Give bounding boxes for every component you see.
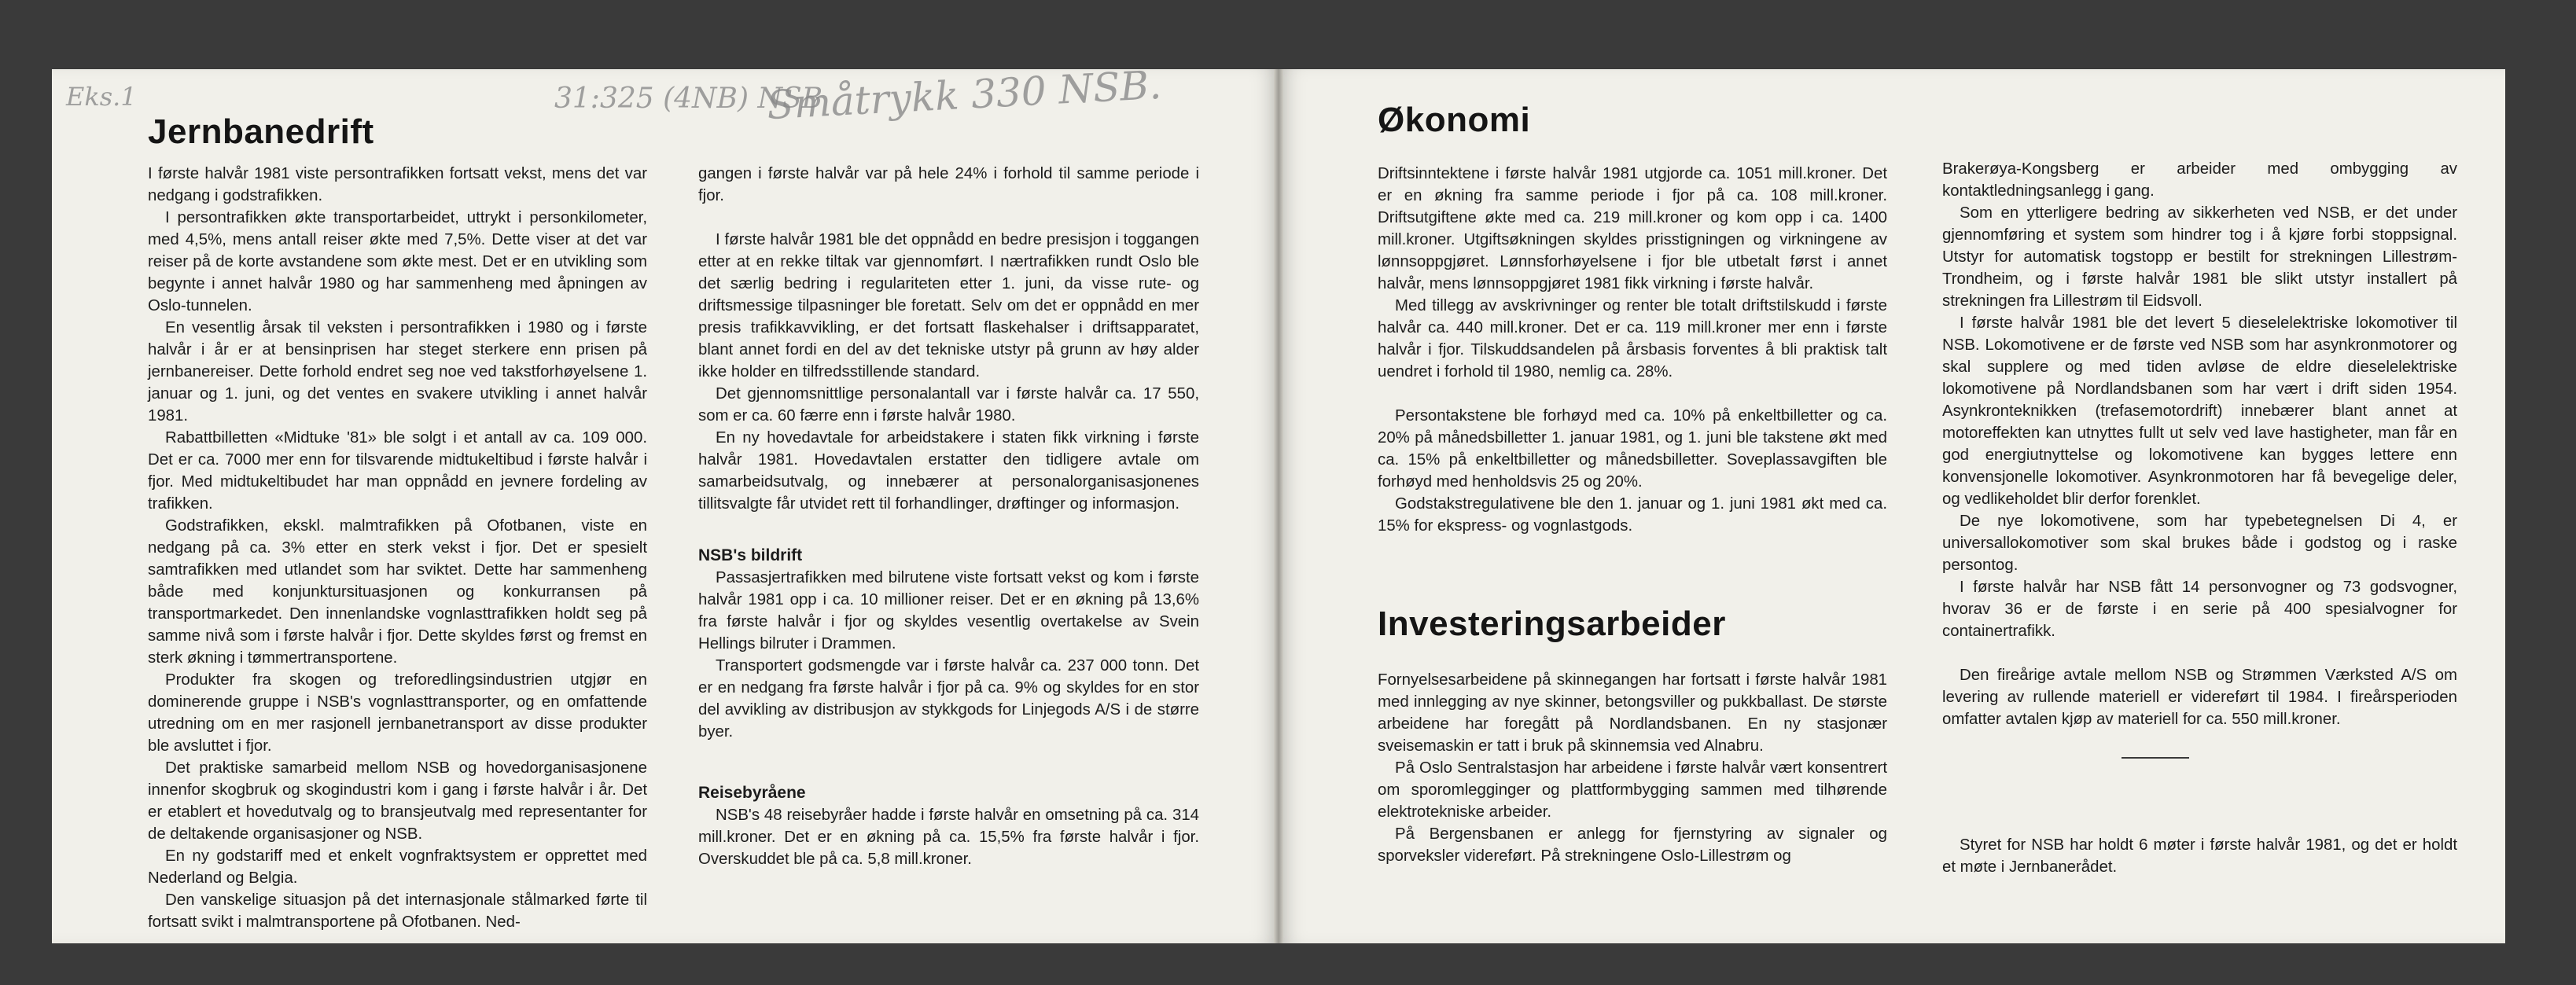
column-okonomi (1378, 163, 1887, 537)
paragraph: I første halvår har NSB fått 14 personvogner og 73 godsvogner, hvorav 36 er de første i en serie på 400 spesialvogner for containertrafikk. (1942, 579, 2457, 640)
paragraph: Den fireårige avtale mellom NSB og Strømmen Værksted A/S om levering av rullende materiell er videreført til 1984. I fireårsperioden omfatter avtalen kjøp av materiell for ca. 550 mill.kroner. (1942, 667, 2457, 728)
paragraph: I første halvår 1981 ble det levert 5 dieselelektriske lokomotiver til NSB. Lokomotivene er de første ved NSB som har asynkronmotorer og skal supplere og med tiden avløse de eldre dieselelektriske lokomotivene på Nordlandsbanen som har vært i drift siden 1954. Asynkronteknikken (trefasemotordrift) innebærer blant annet at motoreffekten kan utnyttes fullt ut selv ved lave hastigheter, man får en god energiutnyttelse og lokomotivene kan bygges lettere enn konvensjonelle lokomotiver. Asynkronmotoren har få bevegelige deler, og vedlikeholdet blir derfor forenklet. (1942, 314, 2457, 508)
paragraph: I første halvår 1981 ble det oppnådd en bedre presisjon i toggangen etter at en rekke tiltak var gjennomført. I nærtrafikken rundt Oslo ble det særlig bedring i regulariteten etter 1. juni, da visse rute- og driftsmessige tilpasninger ble foretatt. Selv om det er oppnådd en mer presis trafikkavvikling, er det fortsatt flaskehalser i driftsapparatet, blant annet fordi en del av det tekniske utstyr på grunn av høy alder ikke holder en tilfredsstillende standard. (698, 231, 1199, 380)
paragraph: Persontakstene ble forhøyd med ca. 10% på enkeltbilletter og ca. 20% på månedsbilletter 1. januar 1981, og 1. juni ble takstene økt med ca. 15% på enkeltbilletter og månedsbilletter. Soveplassavgiften ble forhøyd med henholdsvis 25 og 20%. (1378, 407, 1887, 491)
paragraph: Som en ytterligere bedring av sikkerheten ved NSB, er det under gjennomføring et system som hindrer tog i å kjøre forbi stoppsignal. Utstyr for automatisk togstopp er bestilt for strekningen Lillestrøm-Trondheim, og i første halvår 1981 ble slikt utstyr installert på strekningen fra Lillestrøm til Eidsvoll. (1942, 204, 2457, 310)
subheading-reisebyraene: Reisebyråene (698, 784, 806, 802)
paragraph: Passasjertrafikken med bilrutene viste fortsatt vekst og kom i første halvår 1981 opp i ca. 10 millioner reiser. Det er en økning på 13,6% fra første halvår i fjor og skyldes vesentlig overtakelse av Svein Hellings bilruter i Drammen. (698, 569, 1199, 652)
paragraph: En vesentlig årsak til veksten i persontrafikken i 1980 og i første halvår i år er at bensinprisen har steget sterkere enn prisen på jernbanereiser. Dette forhold endret seg noe ved takstforhøyelsene 1. januar og 1. juni, og det ventes en svakere utvikling i annet halvår 1981. (148, 319, 647, 425)
heading-jernbanedrift: Jernbanedrift (148, 112, 374, 151)
paragraph: De nye lokomotivene, som har typebetegnelsen Di 4, er universallokomotiver som skal brukes både i godstog og i raske persontog. (1942, 513, 2457, 574)
paragraph: NSB's 48 reisebyråer hadde i første halvår en omsetning på ca. 314 mill.kroner. Det er en økning på ca. 15,5% fra første halvår i fjor. Overskuddet ble på ca. 5,8 mill.kroner. (698, 807, 1199, 868)
paragraph: En ny godstariff med et enkelt vognfraktsystem er opprettet med Nederland og Belgia. (148, 847, 647, 887)
paragraph: Rabattbilletten «Midtuke '81» ble solgt i et antall av ca. 109 000. Det er ca. 7000 mer enn for tilsvarende midtukeltibud i første halvår i fjor. Med midtukeltibudet har man oppnådd en jevnere fordeling av trafikken. (148, 429, 647, 513)
paragraph: Styret for NSB har holdt 6 møter i første halvår 1981, og det er holdt et møte i Jernbanerådet. (1942, 836, 2457, 876)
section-divider (2122, 757, 2189, 759)
subheading-bildrift: NSB's bildrift (698, 546, 803, 564)
paragraph: Fornyelsesarbeidene på skinnegangen har fortsatt i første halvår 1981 med innlegging av nye skinner, betongsviller og pukkballast. De største arbeidene har foregått på Nordlandsbanen. En ny stasjonær sveisemaskin er tatt i bruk på skinnemsia ved Alnabru. (1378, 671, 1887, 755)
paragraph: Godstrafikken, ekskl. malmtrafikken på Ofotbanen, viste en nedgang på ca. 3% etter en sterk vekst i fjor. Det er spesielt samtrafikken med utlandet som har sviktet. Dette har sammenheng både med konjunktursituasjonen og konkurransen på transportmarkedet. Den innenlandske vognlasttrafikken holdt seg på samme nivå som i første halvår i fjor. Dette skyldes først og fremst en sterk økning i tømmertransportene. (148, 517, 647, 667)
paragraph: På Oslo Sentralstasjon har arbeidene i første halvår vært konsentrert om sporomlegginger og plattformbygging sammen med tilhørende elektrotekniske arbeider. (1378, 759, 1887, 821)
corner-mark: Eks.1 (66, 82, 137, 112)
paragraph: Produkter fra skogen og treforedlingsindustrien utgjør en dominerende gruppe i NSB's vognlasttransporter, og en omfattende utredning om en mer rasjonell jernbanetransport av disse produkter ble avsluttet i fjor. (148, 671, 647, 755)
column-investering-continued (1942, 158, 2457, 878)
paragraph: Det gjennomsnittlige personalantall var i første halvår ca. 17 550, som er ca. 60 færre enn i første halvår 1980. (698, 385, 1199, 425)
paragraph: I første halvår 1981 viste persontrafikken fortsatt vekst, mens det var nedgang i godstrafikken. (148, 165, 647, 204)
paragraph: Driftsinntektene i første halvår 1981 utgjorde ca. 1051 mill.kroner. Det er en økning fra samme periode i fjor på ca. 108 mill.kroner. Driftsutgiftene økte med ca. 219 mill.kroner og kom opp i ca. 1400 mill.kroner. Utgiftsøkningen skyldes prisstigningen og virkningene av lønnsoppgjøret. Lønnsforhøyelsene i fjor ble utbetalt først i annet halvår, mens lønnsoppgjøret 1981 fikk virkning i første halvår. (1378, 165, 1887, 292)
paragraph: Det praktiske samarbeid mellom NSB og hovedorganisasjonene innenfor skogbruk og skogindustri kom i gang i første halvår i år. Det er etablert et hovedutvalg og to bransjeutvalg med representanter for de deltakende organisasjoner og NSB. (148, 759, 647, 843)
paragraph: gangen i første halvår var på hele 24% i forhold til samme periode i fjor. (698, 165, 1199, 204)
column-jernbanedrift (148, 163, 647, 933)
paragraph: Med tillegg av avskrivninger og renter ble totalt driftstilskudd i første halvår ca. 440 mill.kroner. Det er ca. 119 mill.kroner mer enn i første halvår i fjor. Tilskuddsandelen på årsbasis forventes å bli praktisk talt uendret i forhold til 1980, nemlig ca. 28%. (1378, 297, 1887, 380)
paragraph: I persontrafikken økte transportarbeidet, uttrykt i personkilometer, med 4,5%, mens antall reiser økte med 7,5%. Dette viser at det var reiser på de korte avstandene som økte mest. Det er en utvikling som begynte i annet halvår 1980 og har sammenheng med åpningen av Oslo-tunnelen. (148, 209, 647, 314)
archive-code: 31:325 (4NB) NSB (554, 83, 823, 115)
column-investering (1378, 669, 1887, 867)
paragraph: En ny hovedavtale for arbeidstakere i staten fikk virkning i første halvår 1981. Hovedavtalen erstatter den tidligere avtale om samarbeidsutvalg, og innebærer at personalorganisasjonenes tillitsvalgte får utvidet rett til forhandlinger, drøftinger og informasjon. (698, 429, 1199, 513)
paragraph: Transportert godsmengde var i første halvår ca. 237 000 tonn. Det er en nedgang fra første halvår i fjor på ca. 9% og skyldes for en stor del avvikling av distribusjon av stykkgods for Linjegods A/S i de større byer. (698, 657, 1199, 741)
paragraph: Godstakstregulativene ble den 1. januar og 1. juni 1981 økt med ca. 15% for ekspress- og vognlastgods. (1378, 495, 1887, 535)
heading-okonomi: Økonomi (1378, 101, 1531, 139)
title-note: Småtrykk 330 NSB. (765, 61, 1163, 129)
paragraph: Den vanskelige situasjon på det internasjonale stålmarked førte til fortsatt svikt i malmtransportene på Ofotbanen. Ned- (148, 891, 647, 931)
column-continued (698, 163, 1199, 870)
heading-investeringsarbeider: Investeringsarbeider (1378, 605, 1726, 643)
paragraph: På Bergensbanen er anlegg for fjernstyring av signaler og sporveksler videreført. På strekningene Oslo-Lillestrøm og (1378, 825, 1887, 865)
page-fold (1274, 69, 1283, 943)
paragraph: Brakerøya-Kongsberg er arbeider med ombygging av kontaktledningsanlegg i gang. (1942, 160, 2457, 200)
